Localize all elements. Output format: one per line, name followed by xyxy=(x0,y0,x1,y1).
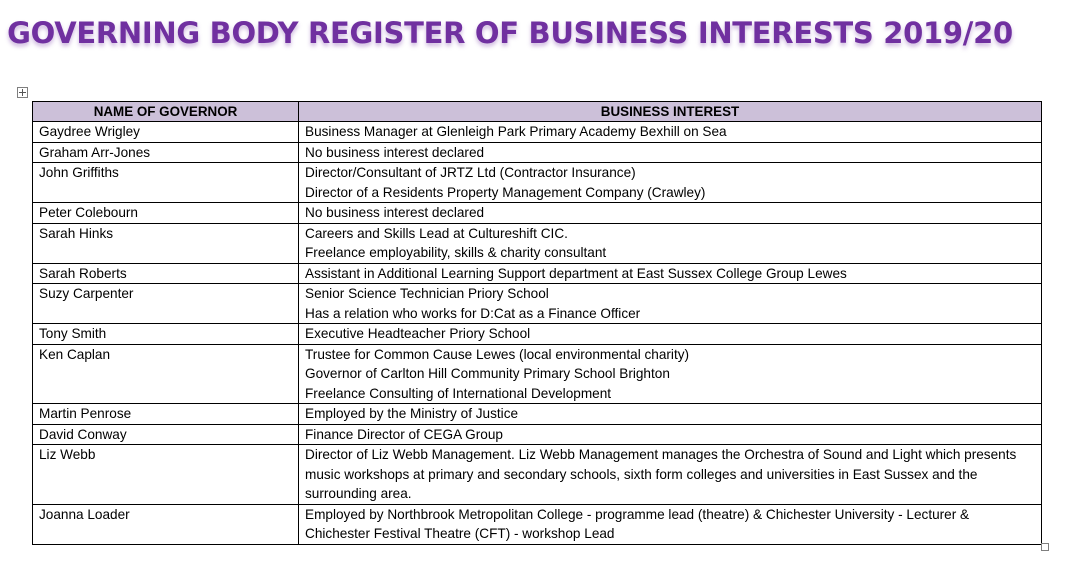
business-interest-line: Employed by the Ministry of Justice xyxy=(305,406,519,421)
table-body xyxy=(33,122,1042,545)
table-row xyxy=(33,223,1042,263)
governor-name-cell[interactable] xyxy=(33,223,299,263)
governor-name: Gaydree Wrigley xyxy=(39,124,140,139)
governor-name: Tony Smith xyxy=(39,326,107,341)
business-interest-cell[interactable] xyxy=(299,404,1042,425)
business-interests-table xyxy=(32,101,1042,545)
business-interest-cell[interactable] xyxy=(299,203,1042,224)
governor-name-cell[interactable] xyxy=(33,504,299,544)
governor-name: Suzy Carpenter xyxy=(39,286,134,301)
table-move-handle-icon[interactable] xyxy=(17,87,28,98)
header-name-of-governor: NAME OF GOVERNOR xyxy=(33,102,299,122)
governor-name-cell[interactable] xyxy=(33,284,299,324)
governor-name-cell[interactable] xyxy=(33,263,299,284)
business-interest-line: Freelance employability, skills & charity consultant xyxy=(305,245,607,260)
business-interest-line: No business interest declared xyxy=(305,205,485,220)
business-interest-line: Director of a Residents Property Management Company (Crawley) xyxy=(305,184,706,200)
governor-name: Ken Caplan xyxy=(39,346,111,362)
governor-name: Martin Penrose xyxy=(39,406,132,421)
business-interest-cell[interactable] xyxy=(299,122,1042,143)
governor-name: David Conway xyxy=(39,426,127,442)
table-row xyxy=(33,203,1042,224)
business-interest-cell[interactable] xyxy=(299,263,1042,284)
table-row xyxy=(33,122,1042,143)
business-interest-line: Governor of Carlton Hill Community Primary School Brighton xyxy=(305,366,670,381)
business-interest-cell[interactable] xyxy=(299,344,1042,404)
business-interest-line: No business interest declared xyxy=(305,144,485,160)
governor-name: Joanna Loader xyxy=(39,506,130,522)
table-row xyxy=(33,163,1042,203)
business-interest-line: Assistant in Additional Learning Support department at East Sussex College Group Lewes xyxy=(305,265,847,281)
business-interest-cell[interactable] xyxy=(299,445,1042,505)
business-interest-cell[interactable] xyxy=(299,424,1042,445)
governor-name: Liz Webb xyxy=(39,447,96,462)
governor-name-cell[interactable] xyxy=(33,163,299,203)
governor-name-cell[interactable] xyxy=(33,142,299,163)
business-interest-cell[interactable] xyxy=(299,324,1042,345)
business-interest-cell[interactable] xyxy=(299,142,1042,163)
business-interest-cell[interactable] xyxy=(299,223,1042,263)
business-interest-line: Director/Consultant of JRTZ Ltd (Contractor Insurance) xyxy=(305,165,636,180)
governor-name: Graham Arr-Jones xyxy=(39,144,151,160)
governor-name-cell[interactable] xyxy=(33,324,299,345)
business-interest-line: Careers and Skills Lead at Cultureshift CIC. xyxy=(305,225,568,241)
governor-name-cell[interactable] xyxy=(33,203,299,224)
business-interest-line: Employed by Northbrook Metropolitan College - programme lead (theatre) & Chichester University - Lecturer & Chichester Festival Theatre (CFT) - workshop Lead xyxy=(305,506,970,541)
page-title: GOVERNING BODY REGISTER OF BUSINESS INTERESTS 2019/20 xyxy=(7,16,1013,50)
table-row xyxy=(33,504,1042,544)
business-interest-line: Executive Headteacher Priory School xyxy=(305,326,531,341)
business-interest-line: Has a relation who works for D:Cat as a Finance Officer xyxy=(305,305,641,321)
business-interest-cell[interactable] xyxy=(299,284,1042,324)
table-row xyxy=(33,284,1042,324)
business-interest-line: Finance Director of CEGA Group xyxy=(305,426,503,442)
table-resize-handle-icon[interactable] xyxy=(1041,543,1049,551)
business-interest-line: Director of Liz Webb Management. Liz Webb Management manages the Orchestra of Sound and Light which presents music workshops at primary and secondary schools, sixth form colleges and universities in East Sussex and the surrounding area. xyxy=(305,447,1017,501)
governor-name-cell[interactable] xyxy=(33,445,299,505)
table-header-row xyxy=(33,102,1042,122)
table-row xyxy=(33,263,1042,284)
table-row xyxy=(33,142,1042,163)
business-interest-line: Freelance Consulting of International Development xyxy=(305,385,612,401)
table-row xyxy=(33,445,1042,505)
table-row xyxy=(33,324,1042,345)
governor-name: Peter Colebourn xyxy=(39,205,138,220)
table-row xyxy=(33,404,1042,425)
business-interest-cell[interactable] xyxy=(299,163,1042,203)
governor-name: Sarah Hinks xyxy=(39,225,114,241)
header-business-interest: BUSINESS INTEREST xyxy=(299,102,1042,122)
table-row xyxy=(33,344,1042,404)
business-interest-line: Business Manager at Glenleigh Park Primary Academy Bexhill on Sea xyxy=(305,124,727,139)
governor-name: John Griffiths xyxy=(39,165,119,180)
governor-name-cell[interactable] xyxy=(33,344,299,404)
business-interest-line: Senior Science Technician Priory School xyxy=(305,286,549,301)
governor-name-cell[interactable] xyxy=(33,404,299,425)
business-interest-cell[interactable] xyxy=(299,504,1042,544)
governor-name-cell[interactable] xyxy=(33,424,299,445)
business-interest-line: Trustee for Common Cause Lewes (local environmental charity) xyxy=(305,346,690,362)
governor-name: Sarah Roberts xyxy=(39,265,127,281)
table-row xyxy=(33,424,1042,445)
governor-name-cell[interactable] xyxy=(33,122,299,143)
